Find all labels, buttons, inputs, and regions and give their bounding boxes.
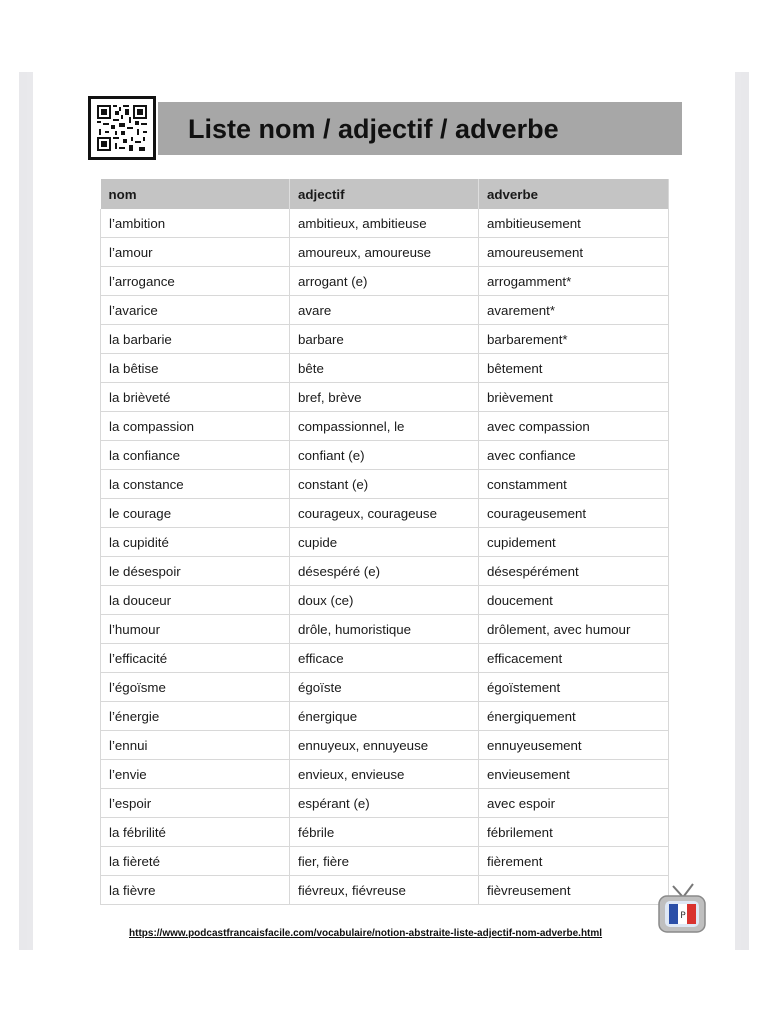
cell-adjectif: doux (ce) [290, 586, 479, 615]
table-row [101, 267, 669, 296]
cell-adjectif: confiant (e) [290, 441, 479, 470]
table-row [101, 557, 669, 586]
table-row [101, 528, 669, 557]
table-header-row [101, 179, 669, 209]
table-row [101, 673, 669, 702]
cell-adverbe: barbarement* [479, 325, 669, 354]
table-row [101, 818, 669, 847]
table-row [101, 615, 669, 644]
cell-adjectif: avare [290, 296, 479, 325]
cell-nom: l’amour [101, 238, 290, 267]
cell-adjectif: fiévreux, fiévreuse [290, 876, 479, 905]
cell-adverbe: avarement* [479, 296, 669, 325]
cell-adverbe: égoïstement [479, 673, 669, 702]
cell-nom: l’ambition [101, 209, 290, 238]
svg-text:P: P [680, 911, 686, 921]
cell-adverbe: cupidement [479, 528, 669, 557]
table-row [101, 354, 669, 383]
cell-adjectif: cupide [290, 528, 479, 557]
cell-adverbe: bêtement [479, 354, 669, 383]
cell-adverbe: efficacement [479, 644, 669, 673]
tv-logo-icon [657, 882, 707, 943]
cell-adjectif: efficace [290, 644, 479, 673]
cell-adjectif: fier, fière [290, 847, 479, 876]
table-row [101, 644, 669, 673]
cell-adjectif: bref, brève [290, 383, 479, 412]
cell-nom: la barbarie [101, 325, 290, 354]
page-title: Liste nom / adjectif / adverbe [188, 114, 559, 144]
page-shadow-left [19, 72, 33, 950]
cell-nom: l’humour [101, 615, 290, 644]
column-header-adverbe: adverbe [479, 179, 669, 209]
cell-nom: la confiance [101, 441, 290, 470]
cell-adjectif: arrogant (e) [290, 267, 479, 296]
cell-adjectif: fébrile [290, 818, 479, 847]
table-row [101, 847, 669, 876]
cell-adverbe: amoureusement [479, 238, 669, 267]
cell-adjectif: barbare [290, 325, 479, 354]
cell-nom: le désespoir [101, 557, 290, 586]
cell-adjectif: ambitieux, ambitieuse [290, 209, 479, 238]
table-row [101, 441, 669, 470]
cell-adverbe: courageusement [479, 499, 669, 528]
column-header-adjectif: adjectif [290, 179, 479, 209]
cell-adverbe: énergiquement [479, 702, 669, 731]
cell-adjectif: ennuyeux, ennuyeuse [290, 731, 479, 760]
cell-adverbe: doucement [479, 586, 669, 615]
cell-nom: la compassion [101, 412, 290, 441]
table-row [101, 876, 669, 905]
cell-nom: la cupidité [101, 528, 290, 557]
cell-nom: l’ennui [101, 731, 290, 760]
cell-nom: la douceur [101, 586, 290, 615]
table-row [101, 209, 669, 238]
cell-adverbe: avec confiance [479, 441, 669, 470]
cell-adjectif: désespéré (e) [290, 557, 479, 586]
cell-adjectif: énergique [290, 702, 479, 731]
cell-nom: l’efficacité [101, 644, 290, 673]
table-row [101, 731, 669, 760]
qr-code-icon [88, 96, 156, 160]
cell-nom: la fébrilité [101, 818, 290, 847]
cell-adverbe: ennuyeusement [479, 731, 669, 760]
table-row [101, 296, 669, 325]
cell-adjectif: constant (e) [290, 470, 479, 499]
source-url-link[interactable]: https://www.podcastfrancaisfacile.com/vocabulaire/notion-abstraite-liste-adjectif-nom-adverbe.html [129, 928, 603, 939]
cell-nom: l’énergie [101, 702, 290, 731]
cell-adverbe: fièvreusement [479, 876, 669, 905]
cell-adjectif: bête [290, 354, 479, 383]
page-shadow-right [735, 72, 749, 950]
table-row [101, 470, 669, 499]
cell-nom: l’égoïsme [101, 673, 290, 702]
cell-adverbe: désespérément [479, 557, 669, 586]
table-row [101, 383, 669, 412]
table-row [101, 499, 669, 528]
cell-adverbe: fébrilement [479, 818, 669, 847]
cell-adjectif: égoïste [290, 673, 479, 702]
cell-adverbe: brièvement [479, 383, 669, 412]
cell-nom: la brièveté [101, 383, 290, 412]
cell-adjectif: drôle, humoristique [290, 615, 479, 644]
table-row [101, 238, 669, 267]
cell-adjectif: compassionnel, le [290, 412, 479, 441]
cell-nom: l’envie [101, 760, 290, 789]
cell-adverbe: drôlement, avec humour [479, 615, 669, 644]
table-row [101, 586, 669, 615]
table-row [101, 325, 669, 354]
cell-nom: l’espoir [101, 789, 290, 818]
cell-adjectif: amoureux, amoureuse [290, 238, 479, 267]
cell-adverbe: constamment [479, 470, 669, 499]
cell-nom: la fièvre [101, 876, 290, 905]
cell-adverbe: avec compassion [479, 412, 669, 441]
cell-nom: le courage [101, 499, 290, 528]
cell-adverbe: arrogamment* [479, 267, 669, 296]
cell-nom: la fièreté [101, 847, 290, 876]
table-row [101, 702, 669, 731]
cell-adverbe: ambitieusement [479, 209, 669, 238]
cell-adverbe: avec espoir [479, 789, 669, 818]
table-row [101, 412, 669, 441]
table-row [101, 789, 669, 818]
cell-adverbe: envieusement [479, 760, 669, 789]
cell-nom: l’avarice [101, 296, 290, 325]
vocabulary-table [100, 179, 669, 905]
table-row [101, 760, 669, 789]
cell-adjectif: envieux, envieuse [290, 760, 479, 789]
cell-nom: l’arrogance [101, 267, 290, 296]
cell-adjectif: courageux, courageuse [290, 499, 479, 528]
cell-nom: la bêtise [101, 354, 290, 383]
column-header-nom: nom [101, 179, 290, 209]
cell-adverbe: fièrement [479, 847, 669, 876]
cell-adjectif: espérant (e) [290, 789, 479, 818]
table-body [101, 209, 669, 905]
cell-nom: la constance [101, 470, 290, 499]
